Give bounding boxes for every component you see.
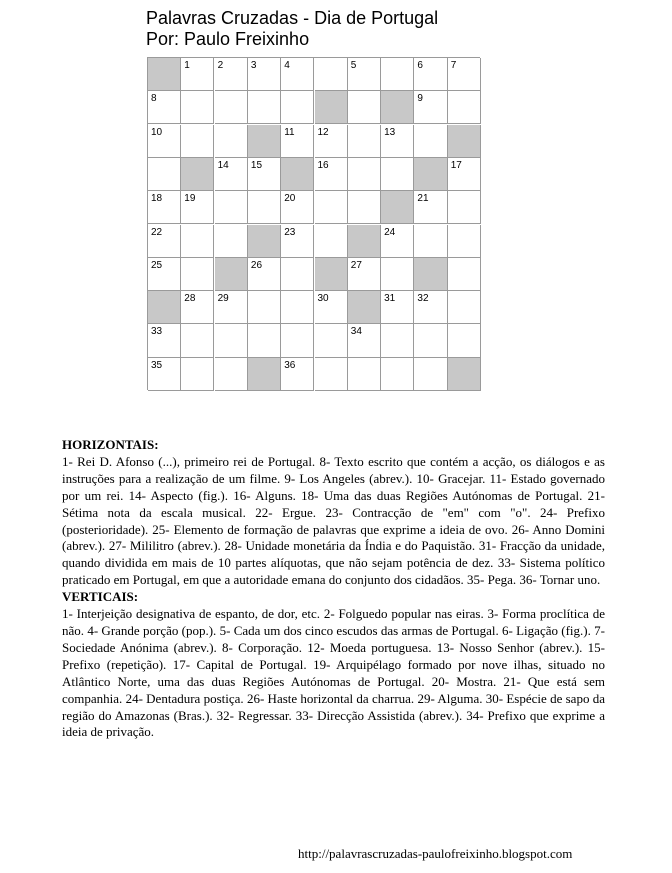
grid-cell[interactable] (148, 225, 181, 258)
grid-cell[interactable] (315, 225, 348, 258)
clue-number: 21 (417, 193, 429, 205)
clue-number: 20 (284, 193, 296, 205)
grid-cell[interactable] (414, 324, 447, 357)
grid-cell[interactable] (414, 91, 447, 124)
grid-cell[interactable] (215, 125, 248, 158)
grid-cell[interactable] (148, 191, 181, 224)
grid-cell[interactable] (215, 291, 248, 324)
grid-cell[interactable] (381, 358, 414, 391)
clue-number: 7 (450, 60, 457, 71)
grid-cell[interactable] (248, 291, 281, 324)
grid-cell[interactable] (215, 225, 248, 258)
clue-number: 22 (151, 226, 163, 238)
clues-section (62, 437, 605, 741)
grid-cell[interactable] (448, 258, 481, 291)
clue-number: 16 (317, 159, 329, 171)
grid-cell[interactable] (381, 291, 414, 324)
clue-number: 18 (151, 193, 163, 205)
grid-cell[interactable] (148, 324, 181, 357)
grid-cell[interactable] (448, 291, 481, 324)
clue-number: 30 (317, 293, 329, 305)
grid-cell[interactable] (215, 191, 248, 224)
grid-cell[interactable] (315, 125, 348, 158)
clue-number: 6 (417, 60, 423, 71)
clue-number: 15 (250, 159, 263, 171)
grid-cell[interactable] (348, 191, 381, 224)
grid-cell[interactable] (414, 125, 447, 158)
clue-number: 31 (384, 293, 396, 305)
clue-number: 29 (217, 293, 229, 305)
grid-cell[interactable] (181, 191, 214, 224)
clue-number: 4 (284, 60, 290, 71)
grid-cell-black (414, 258, 447, 291)
clue-number: 13 (384, 126, 396, 138)
grid-cell[interactable] (448, 158, 481, 191)
grid-cell-black (348, 225, 381, 258)
grid-cell[interactable] (181, 358, 214, 391)
grid-cell[interactable] (248, 258, 281, 291)
grid-cell[interactable] (248, 324, 281, 357)
grid-cell-black (381, 91, 414, 124)
grid-cell-black (381, 191, 414, 224)
grid-cell[interactable] (181, 58, 214, 91)
clue-number: 5 (350, 60, 357, 71)
horizontal-heading: HORIZONTAIS: (62, 437, 159, 452)
horizontal-clues: 1- Rei D. Afonso (...), primeiro rei de Portugal. 8- Texto escrito que contém a acção, os diálogos e as instruções para a realização de um filme. 9- Los Angeles (abrev.). 10- Gracejar. 11- Estado governado por um rei. 14- Aspecto (fig.). 16- Alguns. 18- Uma das duas Regiões Autónomas de Portugal. 21- Sétima nota da escala musical. 22- Ergue. 23- Contracção de "em" com "o". 24- Prefixo (posterioridade). 25- Elemento de formação de palavras que exprime a ideia de ovo. 26- Anno Domini (abrev.). 27- Mililitro (abrev.). 28- Unidade monetária da Índia e do Paquistão. 31- Fracção da unidade, quando dividida em mais de 10 partes alíquotas, que não sejam potência de dez. 33- Sistema político praticado em Portugal, em que a autoridade emana do conjunto dos cidadãos. 35- Pega. 36- Tornar uno. (62, 453, 605, 588)
grid-cell-black (248, 358, 281, 391)
title-line-1: Palavras Cruzadas - Dia de Portugal (146, 8, 439, 28)
grid-cell[interactable] (281, 91, 314, 124)
clue-number: 26 (250, 259, 263, 271)
clue-number: 25 (151, 259, 163, 271)
grid-cell[interactable] (348, 58, 381, 91)
grid-cell[interactable] (448, 191, 481, 224)
grid-cell[interactable] (181, 225, 214, 258)
grid-cell[interactable] (215, 91, 248, 124)
clue-number: 34 (350, 326, 362, 338)
grid-cell-black (181, 158, 214, 191)
grid-cell[interactable] (281, 58, 314, 91)
grid-cell-black (215, 258, 248, 291)
grid-cell[interactable] (215, 324, 248, 357)
grid-cell[interactable] (381, 258, 414, 291)
clue-number: 9 (417, 93, 423, 105)
grid-cell[interactable] (448, 58, 481, 91)
vertical-heading: VERTICAIS: (62, 589, 139, 605)
grid-cell[interactable] (315, 291, 348, 324)
grid-cell[interactable] (248, 91, 281, 124)
grid-cell-black (414, 158, 447, 191)
grid-cell-black (248, 225, 281, 258)
grid-cell[interactable] (414, 225, 447, 258)
grid-cell[interactable] (315, 358, 348, 391)
grid-cell-black (148, 58, 181, 91)
clue-number: 12 (317, 126, 329, 138)
grid-cell[interactable] (315, 58, 348, 91)
clue-number: 3 (250, 60, 257, 71)
clue-number: 1 (184, 60, 190, 71)
grid-cell[interactable] (148, 158, 181, 191)
grid-cell[interactable] (215, 358, 248, 391)
grid-cell[interactable] (148, 358, 181, 391)
grid-cell[interactable] (148, 91, 181, 124)
grid-cell[interactable] (448, 324, 481, 357)
footer-url[interactable]: http://palavrascruzadas-paulofreixinho.blogspot.com (298, 846, 573, 861)
title-line-2: Por: Paulo Freixinho (146, 29, 310, 49)
grid-cell[interactable] (348, 125, 381, 158)
vertical-clues: 1- Interjeição designativa de espanto, de dor, etc. 2- Folguedo popular nas eiras. 3- Forma proclítica de não. 4- Grande porção (pop.). 5- Cada um dos cinco escudos das armas de Portugal. 6- Ligação (fig.). 7- Sociedade Anónima (abrev.). 8- Corporação. 12- Moeda portuguesa. 13- Nosso Senhor (abrev.). 15- Prefixo (repetição). 17- Capital de Portugal. 19- Arquipélago formado por nove ilhas, situado no Atlântico Norte, uma das duas Regiões Autónomas de Portugal. 20- Mostra. 21- Que está sem companhia. 24- Dentadura postiça. 26- Haste horizontal da charrua. 29- Alguma. 30- Espécie de sapo da região do Amazonas (Bras.). 32- Regressar. 33- Direcção Assistida (abrev.). 34- Prefixo que exprime a ideia de privação. (62, 606, 605, 740)
grid-cell[interactable] (348, 91, 381, 124)
grid-cell[interactable] (215, 158, 248, 191)
grid-cell-black (281, 158, 314, 191)
grid-cell[interactable] (281, 125, 314, 158)
clue-number: 10 (151, 126, 163, 138)
grid-cell[interactable] (414, 358, 447, 391)
grid-cell[interactable] (381, 58, 414, 91)
grid-cell[interactable] (181, 258, 214, 291)
page-title (146, 8, 438, 50)
clue-number: 28 (184, 293, 196, 305)
grid-cell-black (448, 358, 481, 391)
grid-cell[interactable] (148, 125, 181, 158)
grid-cell-black (248, 125, 281, 158)
crossword-grid (147, 57, 480, 390)
grid-cell-black (348, 291, 381, 324)
grid-cell[interactable] (315, 324, 348, 357)
grid-cell[interactable] (148, 258, 181, 291)
grid-cell[interactable] (381, 225, 414, 258)
clue-number: 33 (151, 326, 163, 338)
grid-cell[interactable] (181, 91, 214, 124)
grid-cell[interactable] (281, 324, 314, 357)
clue-number: 2 (217, 60, 224, 71)
grid-cell[interactable] (281, 291, 314, 324)
grid-cell[interactable] (181, 324, 214, 357)
grid-cell[interactable] (448, 225, 481, 258)
grid-cell[interactable] (348, 324, 381, 357)
grid-cell[interactable] (281, 358, 314, 391)
grid-cell[interactable] (414, 291, 447, 324)
clue-number: 17 (450, 159, 462, 171)
grid-cell-black (315, 91, 348, 124)
grid-cell[interactable] (315, 191, 348, 224)
grid-cell[interactable] (348, 258, 381, 291)
grid-cell[interactable] (348, 158, 381, 191)
grid-cell-black (448, 125, 481, 158)
grid-cell[interactable] (348, 358, 381, 391)
clue-number: 27 (350, 259, 362, 271)
grid-cell[interactable] (381, 125, 414, 158)
grid-cell[interactable] (248, 58, 281, 91)
grid-cell[interactable] (381, 324, 414, 357)
clue-number: 23 (284, 226, 296, 238)
grid-cell[interactable] (281, 191, 314, 224)
grid-cell[interactable] (181, 125, 214, 158)
grid-cell[interactable] (215, 58, 248, 91)
clue-number: 14 (217, 159, 229, 171)
grid-cell[interactable] (448, 91, 481, 124)
grid-cell-black (315, 258, 348, 291)
clue-number: 8 (151, 93, 157, 105)
clue-number: 36 (284, 359, 296, 371)
clue-number: 24 (384, 226, 396, 238)
clue-number: 35 (151, 359, 163, 371)
grid-cell[interactable] (248, 158, 281, 191)
grid-cell[interactable] (281, 258, 314, 291)
grid-cell[interactable] (414, 58, 447, 91)
grid-cell[interactable] (181, 291, 214, 324)
clue-number: 32 (417, 293, 429, 305)
clue-number: 11 (284, 126, 295, 138)
grid-cell-black (148, 291, 181, 324)
clue-number: 19 (184, 193, 196, 205)
grid-cell[interactable] (414, 191, 447, 224)
grid-cell[interactable] (248, 191, 281, 224)
grid-cell[interactable] (381, 158, 414, 191)
grid-cell[interactable] (315, 158, 348, 191)
grid-cell[interactable] (281, 225, 314, 258)
